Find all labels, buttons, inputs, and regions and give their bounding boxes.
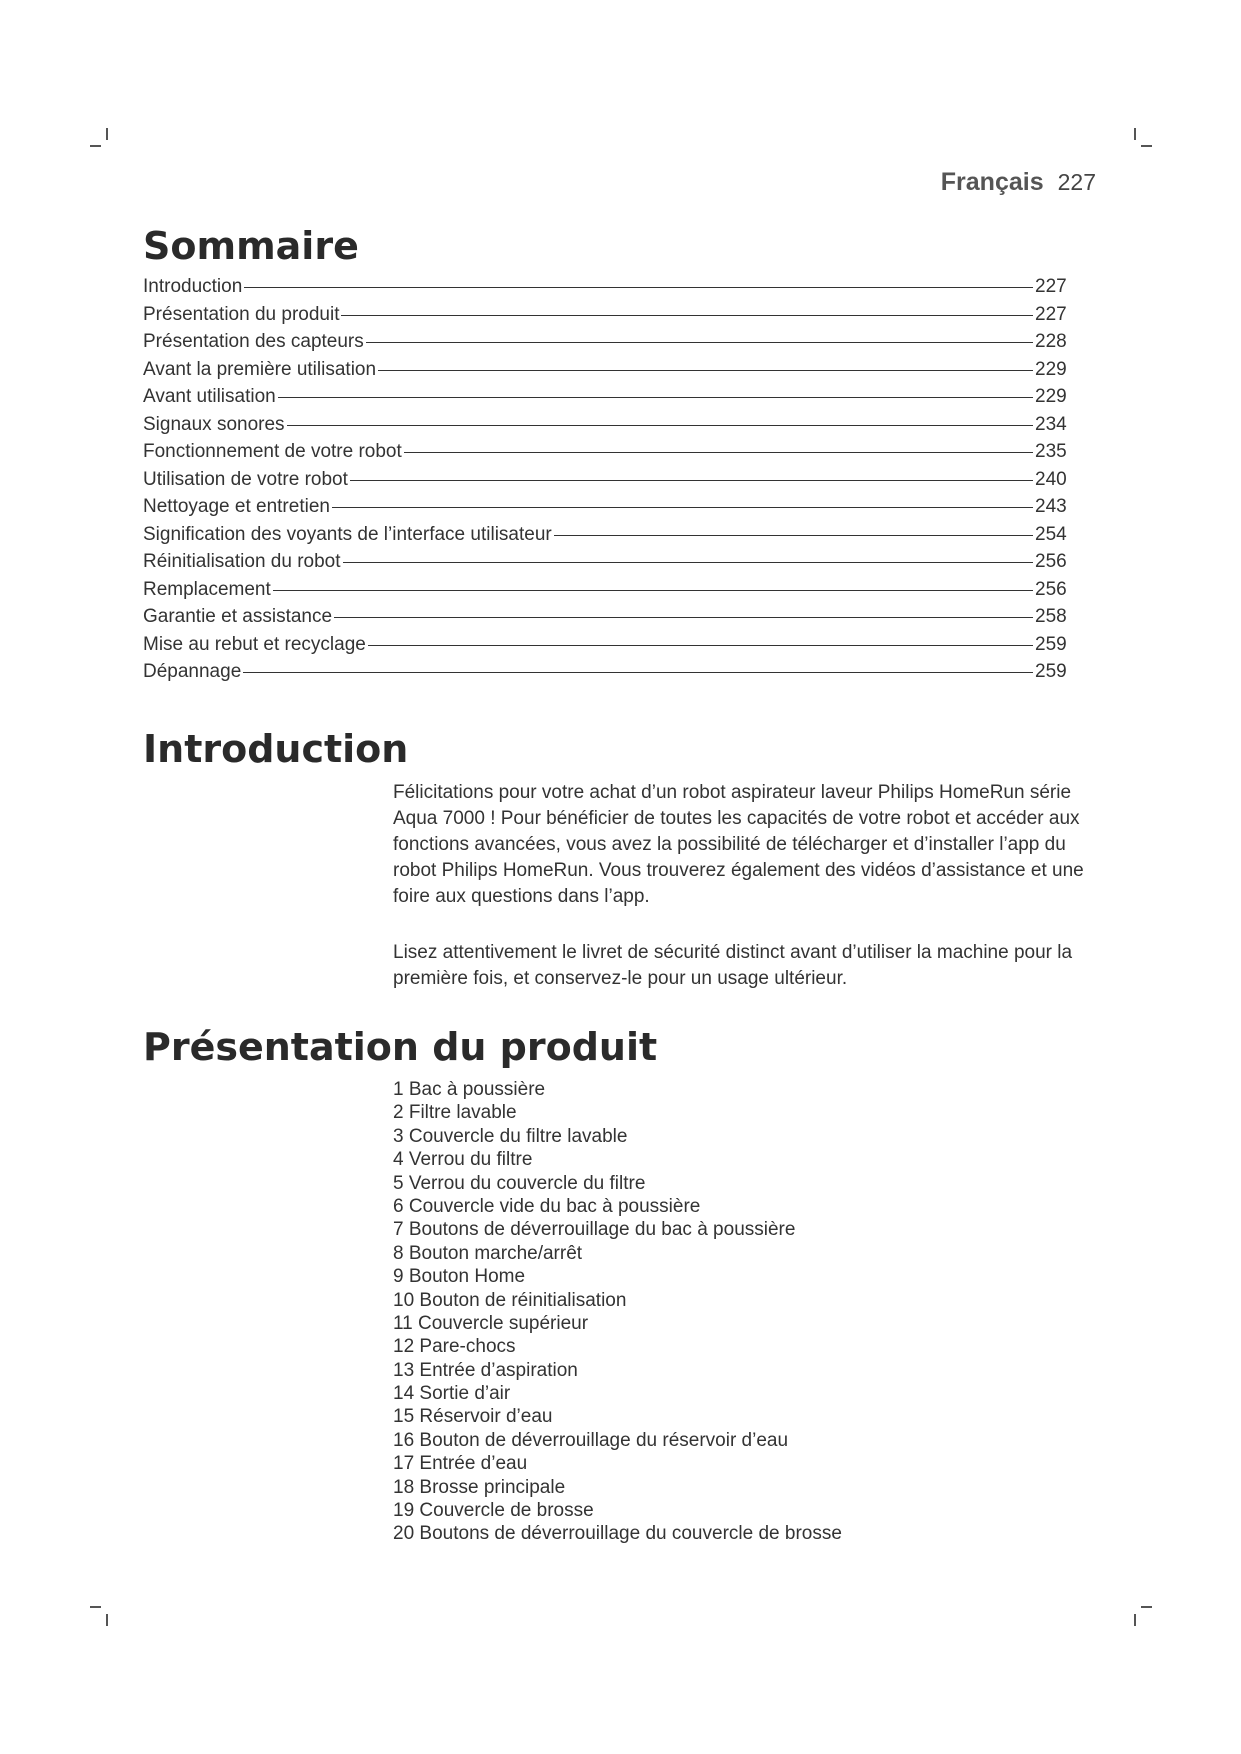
header-language: Français xyxy=(940,168,1044,196)
page-header xyxy=(941,168,1096,197)
toc-entry-page: 243 xyxy=(1035,496,1067,517)
toc-leader-line xyxy=(368,645,1033,646)
toc-entry-title: Présentation du produit xyxy=(143,303,340,325)
crop-mark-bottom-left xyxy=(106,1614,108,1626)
product-overview-title: Présentation du produit xyxy=(143,1025,658,1069)
toc-leader-line xyxy=(244,287,1033,288)
toc-leader-line xyxy=(332,507,1033,508)
toc-leader-line xyxy=(404,452,1033,453)
toc-entry-page: 259 xyxy=(1035,661,1067,682)
toc-entry-page: 256 xyxy=(1035,551,1067,572)
product-part-item: 11 Couvercle supérieur xyxy=(393,1312,589,1334)
toc-leader-line xyxy=(243,672,1033,673)
toc-entry-title: Présentation des capteurs xyxy=(143,331,364,352)
introduction-title: Introduction xyxy=(143,727,409,771)
introduction-paragraph: Félicitations pour votre achat d’un robot aspirateur laveur Philips HomeRun série Aqua 7000 ! Pour bénéficier de toutes les capacités de votre robot et accéder aux fonctions avancées, vous avez la possibilité de télécharger et d’installer l’app du robot Philips HomeRun. Vous trouverez également des vidéos d’assistance et une foire aux questions dans l’app. xyxy=(393,782,1084,907)
toc-leader-line xyxy=(350,480,1033,481)
toc-entry[interactable] xyxy=(143,359,1073,387)
toc-entry-page: 228 xyxy=(1035,331,1067,352)
toc-leader-line xyxy=(273,590,1033,591)
crop-mark-top-right xyxy=(1141,145,1152,147)
toc-entry-title: Remplacement xyxy=(143,578,271,600)
toc-entry[interactable] xyxy=(143,606,1073,634)
product-part-item: 5 Verrou du couvercle du filtre xyxy=(393,1172,646,1194)
toc-leader-line xyxy=(366,342,1033,343)
toc-entry-page: 235 xyxy=(1035,441,1067,462)
toc-entry[interactable] xyxy=(143,579,1073,607)
toc-entry[interactable] xyxy=(143,551,1073,579)
toc-leader-line xyxy=(334,617,1033,618)
crop-mark-top-left xyxy=(106,128,108,140)
toc-entry-title: Utilisation de votre robot xyxy=(143,468,348,490)
toc-entry[interactable] xyxy=(143,414,1073,442)
toc-entry-page: 234 xyxy=(1035,413,1067,435)
product-part-item: 12 Pare-chocs xyxy=(393,1336,516,1358)
toc-entry[interactable] xyxy=(143,634,1073,662)
toc-entry-page: 240 xyxy=(1035,468,1067,490)
table-of-contents xyxy=(143,276,1073,689)
product-part-item: 3 Couvercle du filtre lavable xyxy=(393,1125,628,1147)
toc-entry-title: Nettoyage et entretien xyxy=(143,496,330,517)
toc-entry-title: Signification des voyants de l’interface utilisateur xyxy=(143,523,552,545)
toc-entry-title: Dépannage xyxy=(143,661,242,682)
toc-entry-title: Avant la première utilisation xyxy=(143,358,377,380)
product-part-item: 16 Bouton de déverrouillage du réservoir d’eau xyxy=(393,1429,789,1451)
toc-entry[interactable] xyxy=(143,496,1073,524)
toc-entry-page: 229 xyxy=(1035,358,1067,380)
toc-entry-page: 227 xyxy=(1035,276,1067,297)
crop-mark-bottom-left xyxy=(90,1606,101,1608)
product-part-item: 10 Bouton de réinitialisation xyxy=(393,1289,627,1311)
toc-entry-title: Signaux sonores xyxy=(143,413,285,435)
toc-leader-line xyxy=(554,535,1033,536)
toc-entry-page: 254 xyxy=(1035,523,1067,545)
crop-mark-bottom-right xyxy=(1141,1606,1152,1608)
product-part-item: 6 Couvercle vide du bac à poussière xyxy=(393,1195,701,1217)
toc-leader-line xyxy=(343,562,1033,563)
toc-leader-line xyxy=(278,397,1033,398)
toc-entry[interactable] xyxy=(143,661,1073,689)
toc-leader-line xyxy=(287,425,1033,426)
product-part-item: 15 Réservoir d’eau xyxy=(393,1406,553,1428)
product-part-item: 17 Entrée d’eau xyxy=(393,1453,528,1475)
crop-mark-bottom-right xyxy=(1134,1614,1136,1626)
toc-entry-title: Introduction xyxy=(143,276,243,297)
product-parts-list xyxy=(393,1078,1093,1546)
product-part-item: 9 Bouton Home xyxy=(393,1266,526,1288)
product-part-item: 18 Brosse principale xyxy=(393,1476,566,1498)
product-part-item: 7 Boutons de déverrouillage du bac à poussière xyxy=(393,1219,796,1241)
header-page-number: 227 xyxy=(1057,169,1096,195)
product-part-item: 8 Bouton marche/arrêt xyxy=(393,1242,583,1264)
product-part-item: 13 Entrée d’aspiration xyxy=(393,1359,578,1381)
product-part-item: 19 Couvercle de brosse xyxy=(393,1500,594,1522)
introduction-paragraph: Lisez attentivement le livret de sécurité distinct avant d’utiliser la machine pour la première fois, et conservez-le pour un usage ultérieur. xyxy=(393,942,1073,989)
toc-entry-title: Avant utilisation xyxy=(143,386,276,407)
toc-entry-title: Garantie et assistance xyxy=(143,606,333,627)
toc-entry-title: Fonctionnement de votre robot xyxy=(143,441,402,462)
toc-entry[interactable] xyxy=(143,469,1073,497)
toc-entry-page: 258 xyxy=(1035,606,1067,627)
toc-leader-line xyxy=(341,315,1033,316)
toc-entry-title: Mise au rebut et recyclage xyxy=(143,633,366,655)
product-part-item: 14 Sortie d’air xyxy=(393,1383,511,1405)
toc-entry[interactable] xyxy=(143,276,1073,304)
toc-entry[interactable] xyxy=(143,331,1073,359)
toc-entry[interactable] xyxy=(143,386,1073,414)
toc-title: Sommaire xyxy=(143,224,359,268)
toc-entry-page: 259 xyxy=(1035,633,1067,655)
toc-entry-page: 227 xyxy=(1035,303,1067,325)
toc-entry-page: 229 xyxy=(1035,386,1067,407)
toc-entry-page: 256 xyxy=(1035,578,1067,600)
toc-entry[interactable] xyxy=(143,304,1073,332)
product-part-item: 1 Bac à poussière xyxy=(393,1079,546,1100)
product-part-item: 20 Boutons de déverrouillage du couvercle de brosse xyxy=(393,1523,842,1545)
toc-leader-line xyxy=(378,370,1033,371)
product-part-item: 4 Verrou du filtre xyxy=(393,1149,533,1171)
product-part-item: 2 Filtre lavable xyxy=(393,1102,517,1124)
crop-mark-top-right xyxy=(1134,128,1136,140)
toc-entry-title: Réinitialisation du robot xyxy=(143,551,341,572)
toc-entry[interactable] xyxy=(143,441,1073,469)
toc-entry[interactable] xyxy=(143,524,1073,552)
crop-mark-top-left xyxy=(90,145,101,147)
